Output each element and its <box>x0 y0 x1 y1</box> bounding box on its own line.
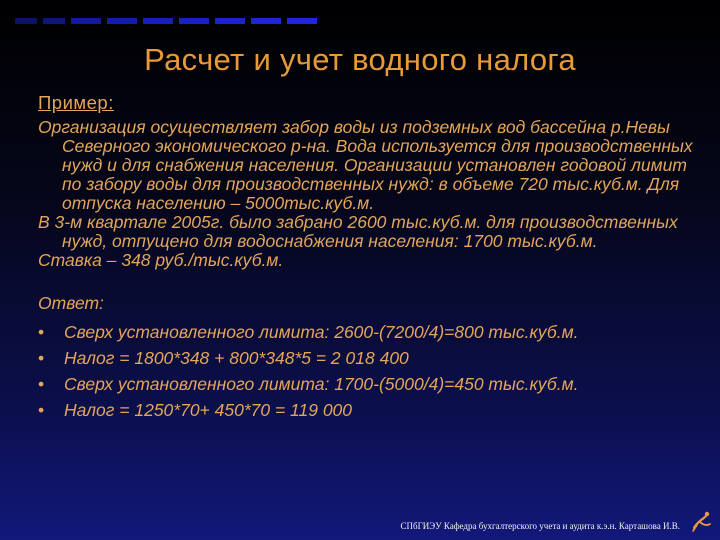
bar-segment <box>251 18 281 24</box>
example-heading: Пример: <box>38 92 114 113</box>
bar-segment <box>107 18 137 24</box>
dancer-logo-icon <box>688 508 714 534</box>
answer-list <box>38 319 698 423</box>
answer-text: Налог = 1250*70+ 450*70 = 119 000 <box>64 400 353 420</box>
list-item <box>38 371 698 397</box>
bar-segment <box>15 18 37 24</box>
slide-title: Расчет и учет водного налога <box>144 42 576 77</box>
answer-text: Сверх установленного лимита: 2600-(7200/4)=800 тыс.куб.м. <box>64 322 579 342</box>
bar-segment <box>143 18 173 24</box>
bar-segment <box>71 18 101 24</box>
paragraph-rate: Ставка – 348 руб./тыс.куб.м. <box>38 250 284 270</box>
answer-text: Налог = 1800*348 + 800*348*5 = 2 018 400 <box>64 348 409 368</box>
bullet-icon: • <box>38 374 45 394</box>
bar-segment <box>179 18 209 24</box>
bullet-icon: • <box>38 322 45 342</box>
list-item <box>38 319 698 345</box>
bar-segment <box>43 18 65 24</box>
bar-segment <box>215 18 245 24</box>
list-item <box>38 345 698 371</box>
answer-heading: Ответ: <box>38 293 104 313</box>
bar-segment <box>287 18 317 24</box>
bullet-icon: • <box>38 400 45 420</box>
bullet-icon: • <box>38 348 45 368</box>
answer-text: Сверх установленного лимита: 1700-(5000/4)=450 тыс.куб.м. <box>64 374 579 394</box>
slide-content <box>38 93 698 423</box>
footer-credit: СПбГИЭУ Кафедра бухгалтерского учета и аудита к.э.н. Карташова И.В. <box>400 521 680 531</box>
list-item <box>38 397 698 423</box>
decorative-top-bar <box>15 18 317 24</box>
paragraph-problem: Организация осуществляет забор воды из подземных вод бассейна р.Невы Северного экономического р-на. Вода используется для производственных нужд и для снабжения населения. Организации установлен годовой лимит по забору воды для производственных нужд: в объеме 720 тыс.куб.м. Для отпуска населению – 5000тыс.куб.м. <box>38 117 693 213</box>
paragraph-quarter: В 3-м квартале 2005г. было забрано 2600 тыс.куб.м. для производственных нужд, отпущено для водоснабжения населения: 1700 тыс.куб.м. <box>38 212 678 251</box>
